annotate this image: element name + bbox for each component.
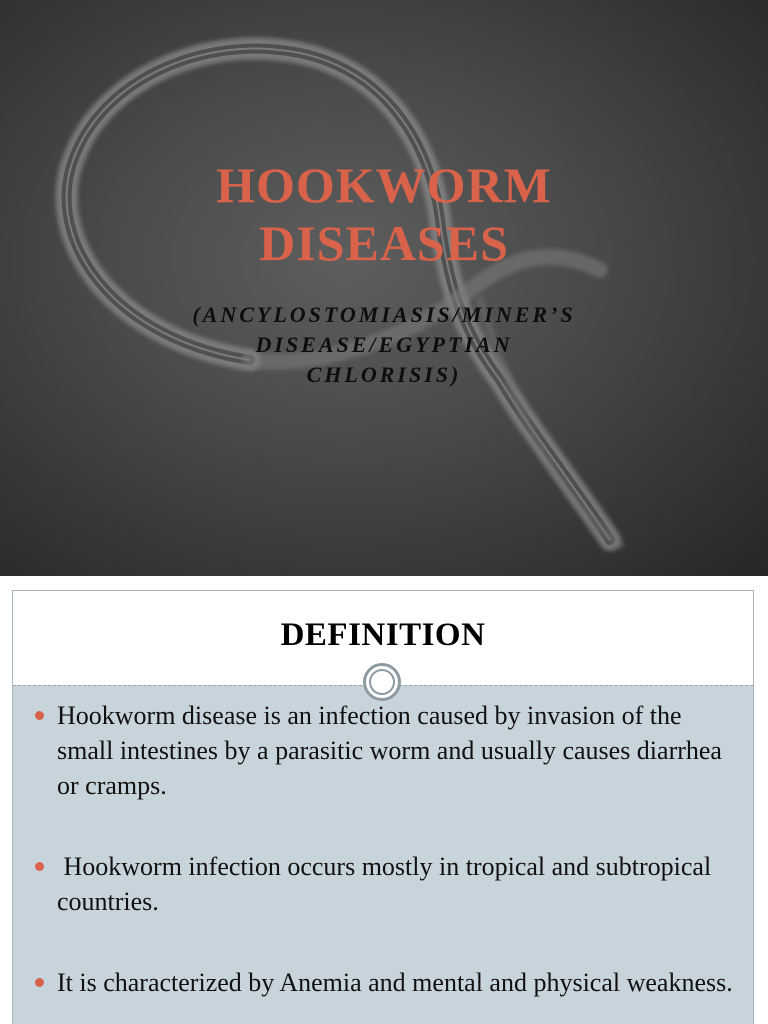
subtitle-line: CHLORISIS): [306, 362, 462, 387]
list-item: [13, 965, 753, 1000]
slide-title: DEFINITION: [280, 617, 486, 653]
slide-body: [13, 685, 753, 1024]
list-item: [13, 698, 753, 803]
divider-circle-icon: [363, 663, 401, 701]
bullet-dot-icon: [35, 711, 44, 720]
bullet-list: [13, 698, 753, 1024]
title-line: DISEASES: [259, 215, 509, 271]
subtitle-line: (ANCYLOSTOMIASIS/MINER’S: [192, 302, 576, 327]
definition-slide: [0, 576, 768, 1024]
slide-subtitle: [120, 300, 648, 390]
subtitle-line: DISEASE/EGYPTIAN: [255, 332, 513, 357]
list-item: [13, 849, 753, 919]
bullet-text: Hookworm infection occurs mostly in tropical and subtropical countries.: [57, 852, 718, 916]
slide-title: [0, 156, 768, 272]
slide-frame: [12, 590, 754, 1024]
bullet-text: It is characterized by Anemia and mental and physical weakness.: [57, 968, 733, 997]
title-line: HOOKWORM: [216, 157, 552, 213]
bullet-dot-icon: [35, 978, 44, 987]
bullet-dot-icon: [35, 862, 44, 871]
bullet-text: Hookworm disease is an infection caused by invasion of the small intestines by a parasitic worm and usually causes diarrhea or cramps.: [57, 701, 722, 800]
